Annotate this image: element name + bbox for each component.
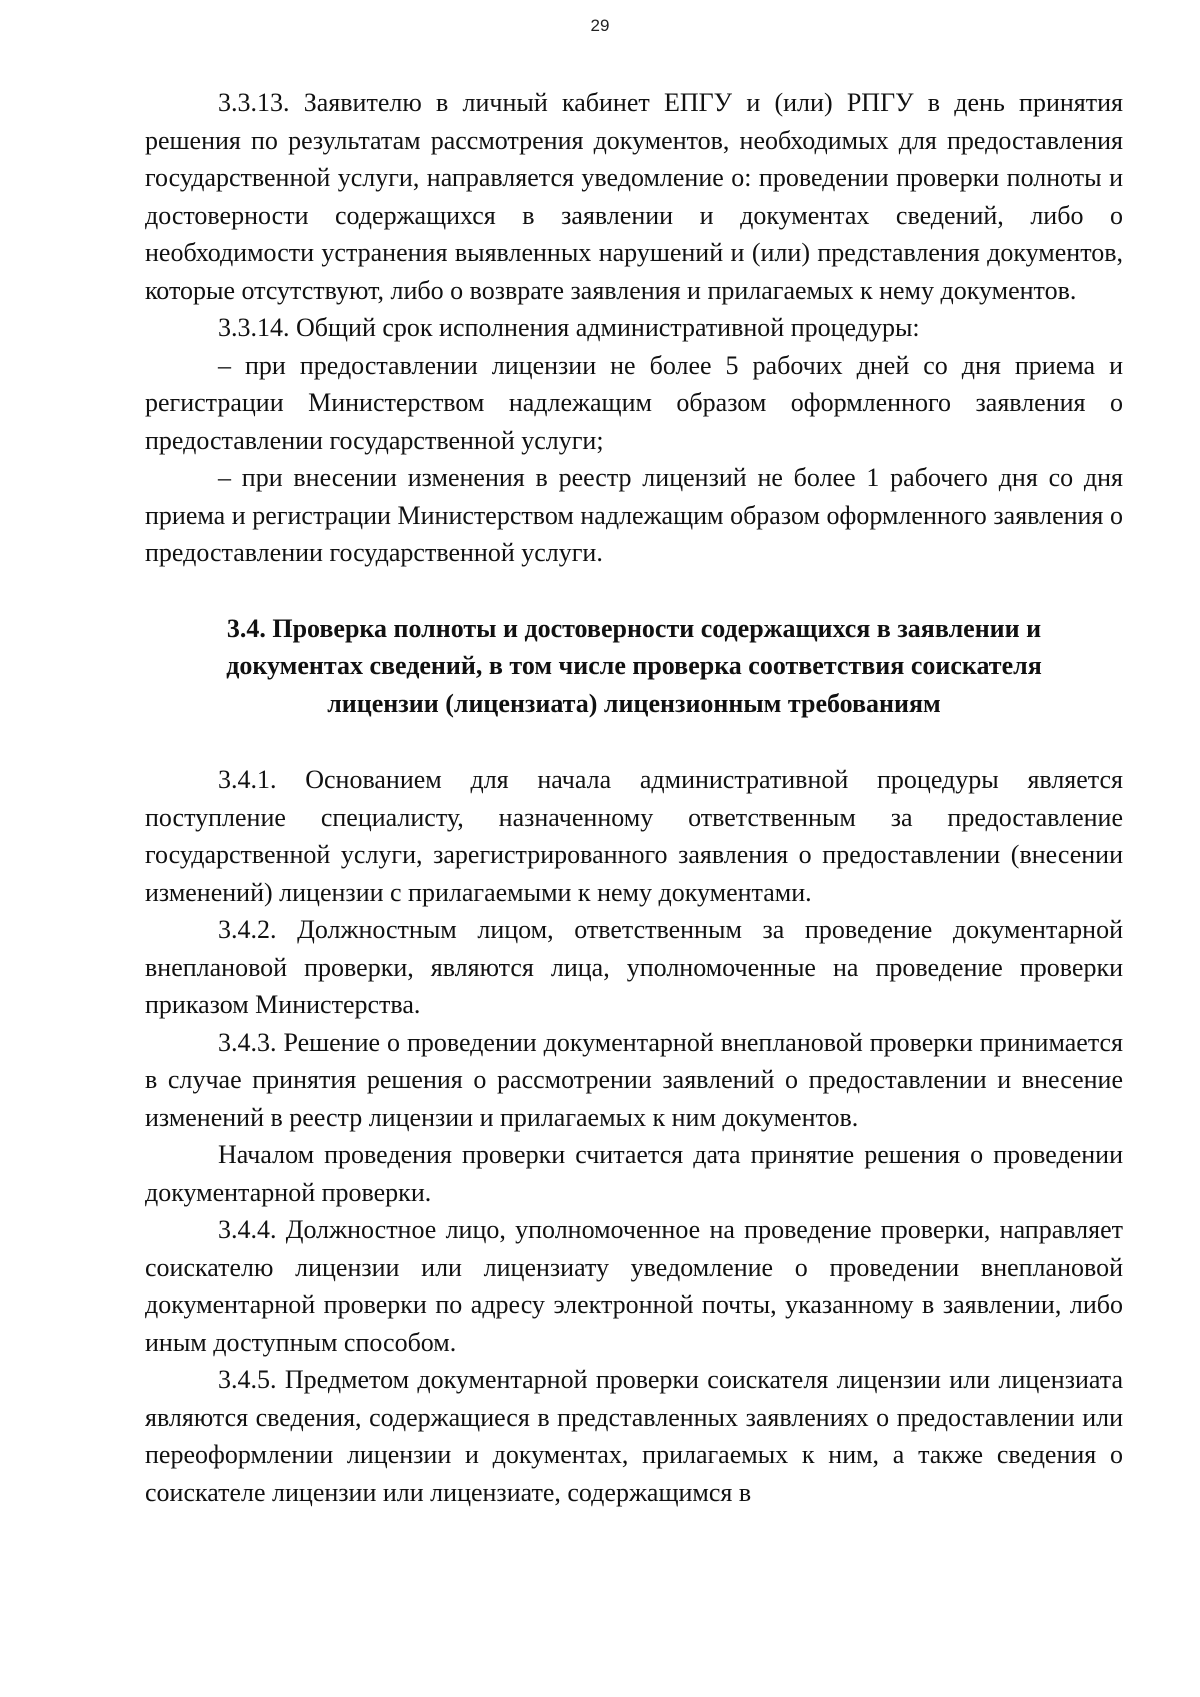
section-heading-3-4 <box>145 610 1123 723</box>
page-number: 29 <box>590 16 610 35</box>
section-heading-line: 3.4. Проверка полноты и достоверности содержащихся в заявлении и <box>226 613 1042 643</box>
paragraph-check-start: Началом проведения проверки считается дата принятие решения о проведении документарной проверки. <box>145 1140 1123 1207</box>
paragraph-3-3-14: 3.3.14. Общий срок исполнения административной процедуры: <box>218 313 920 342</box>
paragraph-3-4-4: 3.4.4. Должностное лицо, уполномоченное на проведение проверки, направляет соискателю лицензии или лицензиату уведомление о проведении внеплановой документарной проверки по адресу электронной почты, указанному в заявлении, либо иным доступным способом. <box>145 1215 1123 1357</box>
paragraph-3-4-2: 3.4.2. Должностным лицом, ответственным за проведение документарной внеплановой проверки, являются лица, уполномоченные на проведение проверки приказом Министерства. <box>145 915 1123 1019</box>
paragraph-3-4-1: 3.4.1. Основанием для начала административной процедуры является поступление специалисту, назначенному ответственным за предоставление государственной услуги, зарегистрированного заявления о предоставлении (внесении изменений) лицензии с прилагаемыми к нему документами. <box>145 765 1123 907</box>
section-heading-line: документах сведений, в том числе проверка соответствия соискателя <box>226 651 1042 680</box>
paragraph-3-4-3: 3.4.3. Решение о проведении документарной внеплановой проверки принимается в случае принятия решения о рассмотрении заявлений о предоставлении и внесение изменений в реестр лицензии и прилагаемых к ним документов. <box>145 1027 1123 1132</box>
section-heading-line: лицензии (лицензиата) лицензионным требованиям <box>327 688 941 718</box>
paragraph-3-3-13: 3.3.13. Заявителю в личный кабинет ЕПГУ и (или) РПГУ в день принятия решения по результатам рассмотрения документов, необходимых для предоставления государственной услуги, направляется уведомление о: проведении проверки полноты и достоверности содержащихся в заявлении и документах сведений, либо о необходимости устранения выявленных нарушений и (или) представления документов, которые отсутствуют, либо о возврате заявления и прилагаемых к нему документов. <box>145 88 1123 305</box>
list-item-registry-change-term: – при внесении изменения в реестр лицензий не более 1 рабочего дня со дня приема и регистрации Министерством надлежащим образом оформленного заявления о предоставлении государственной услуги. <box>145 463 1123 567</box>
list-item-license-grant-term: – при предоставлении лицензии не более 5 рабочих дней со дня приема и регистрации Министерством надлежащим образом оформленного заявления о предоставлении государственной услуги; <box>145 350 1123 455</box>
paragraph-3-4-5: 3.4.5. Предметом документарной проверки соискателя лицензии или лицензиата являются сведения, содержащиеся в представленных заявлениях о предоставлении или переоформлении лицензии и документах, прилагаемых к ним, а также сведения о соискателе лицензии или лицензиате, содержащимся в <box>145 1365 1123 1507</box>
document-body <box>145 84 1123 1511</box>
